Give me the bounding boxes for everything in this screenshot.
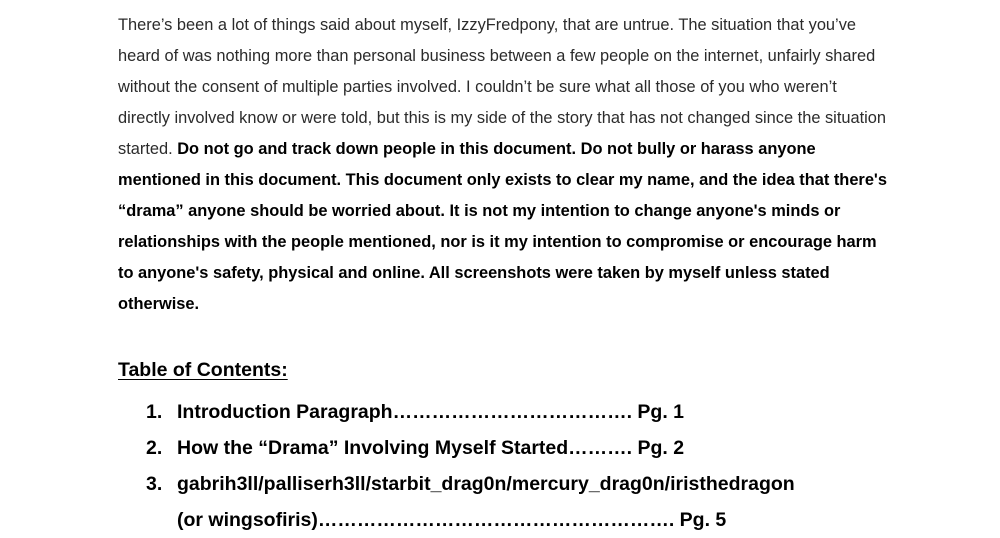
toc-item-introduction [146,394,886,430]
toc-item-number: 3. [146,473,163,495]
toc-item-text: Introduction Paragraph………………………………. Pg. 1 [177,401,685,423]
toc-item-number: 2. [146,437,163,459]
intro-bold-warning: Do not go and track down people in this document. Do not bully or harass anyone mentioned in this document. This document only exists to clear my name, and the idea that there's “drama” anyone should be worried about. It is not my intention to change anyone's minds or relationships with the people mentioned, nor is it my intention to compromise or encourage harm to anyone's safety, physical and online. All screenshots were taken by myself unless stated otherwise. [118,140,887,313]
toc-item-usernames [146,466,886,502]
toc-item-usernames-continuation [146,502,886,538]
toc-list [146,394,886,538]
intro-plain-text: There’s been a lot of things said about myself, IzzyFredpony, that are untrue. The situation that you’ve heard of was nothing more than personal business between a few people on the internet, unfairly shared without the consent of multiple parties involved. I couldn’t be sure what all those of you who weren’t directly involved know or were told, but this is my side of the story that has not changed since the situation started. [118,16,887,158]
intro-paragraph [118,10,888,320]
toc-item-text: gabrih3ll/palliserh3ll/starbit_drag0n/mercury_drag0n/iristhedragon [177,473,795,495]
toc-item-drama-start [146,430,886,466]
toc-item-number: 1. [146,401,163,423]
toc-item-text: How the “Drama” Involving Myself Started………. Pg. 2 [177,437,685,459]
toc-heading: Table of Contents: [118,359,288,381]
toc-item-continuation-text: (or wingsofiris)………………………………………………. Pg. 5 [177,509,727,531]
